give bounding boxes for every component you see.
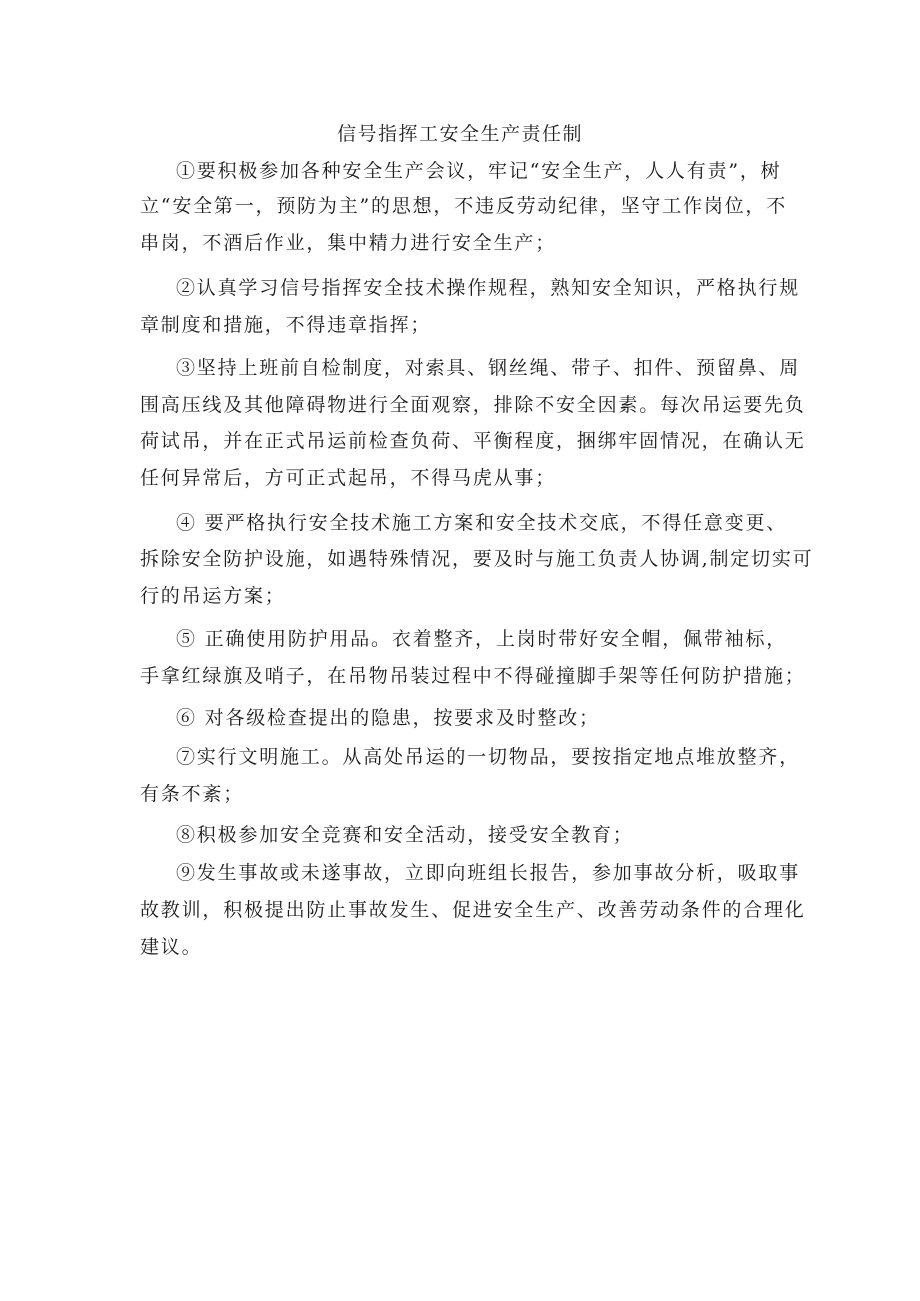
item-1-line-1: ①要积极参加各种安全生产会议，牢记“安全生产，人人有责”，树	[176, 160, 782, 182]
item-3-line-4: 任何异常后，方可正式起吊，不得马虎从事；	[140, 467, 557, 489]
item-3-line-2: 围高压线及其他障碍物进行全面观察，排除不安全因素。每次吊运要先负	[140, 394, 806, 416]
item-9-line-1: ⑨发生事故或未遂事故，立即向班组长报告，参加事故分析，吸取事	[176, 862, 801, 884]
item-3-line-3: 荷试吊，并在正式吊运前检查负荷、平衡程度，捆绑牢固情况，在确认无	[140, 430, 806, 452]
item-7-line-2: 有条不紊；	[140, 783, 245, 805]
item-7-line-1: ⑦实行文明施工。从高处吊运的一切物品，要按指定地点堆放整齐，	[176, 746, 801, 768]
item-2-line-2: 章制度和措施，不得违章指挥；	[140, 314, 432, 336]
item-2-line-1: ②认真学习信号指挥安全技术操作规程，熟知安全知识，严格执行规	[176, 277, 801, 299]
document-title: 信号指挥工安全生产责任制	[336, 123, 583, 145]
item-1-line-3: 串岗，不酒后作业，集中精力进行安全生产；	[140, 232, 557, 254]
item-5-line-2: 手拿红绿旗及哨子，在吊物吊装过程中不得碰撞脚手架等任何防护措施；	[140, 665, 806, 687]
item-3-line-1: ③坚持上班前自检制度，对索具、钢丝绳、带子、扣件、预留鼻、周	[176, 357, 801, 379]
item-4-line-1: ④ 要严格执行安全技术施工方案和安全技术交底，不得任意变更、	[176, 512, 788, 534]
item-9-line-3: 建议。	[140, 936, 203, 958]
item-4-line-2: 拆除安全防护设施，如遇特殊情况，要及时与施工负责人协调,制定切实可	[140, 548, 814, 570]
item-9-line-2: 故教训，积极提出防止事故发生、促进安全生产、改善劳动条件的合理化	[140, 899, 806, 921]
item-6-line-1: ⑥ 对各级检查提出的隐患，按要求及时整改；	[176, 707, 600, 729]
item-5-line-1: ⑤ 正确使用防护用品。衣着整齐，上岗时带好安全帽，佩带袖标，	[176, 628, 788, 650]
item-1-line-2: 立“安全第一，预防为主”的思想，不违反劳动纪律，坚守工作岗位，不	[140, 195, 788, 217]
item-8-line-1: ⑧积极参加安全竞赛和安全活动，接受安全教育；	[176, 824, 634, 846]
item-4-line-3: 行的吊运方案；	[140, 585, 286, 607]
